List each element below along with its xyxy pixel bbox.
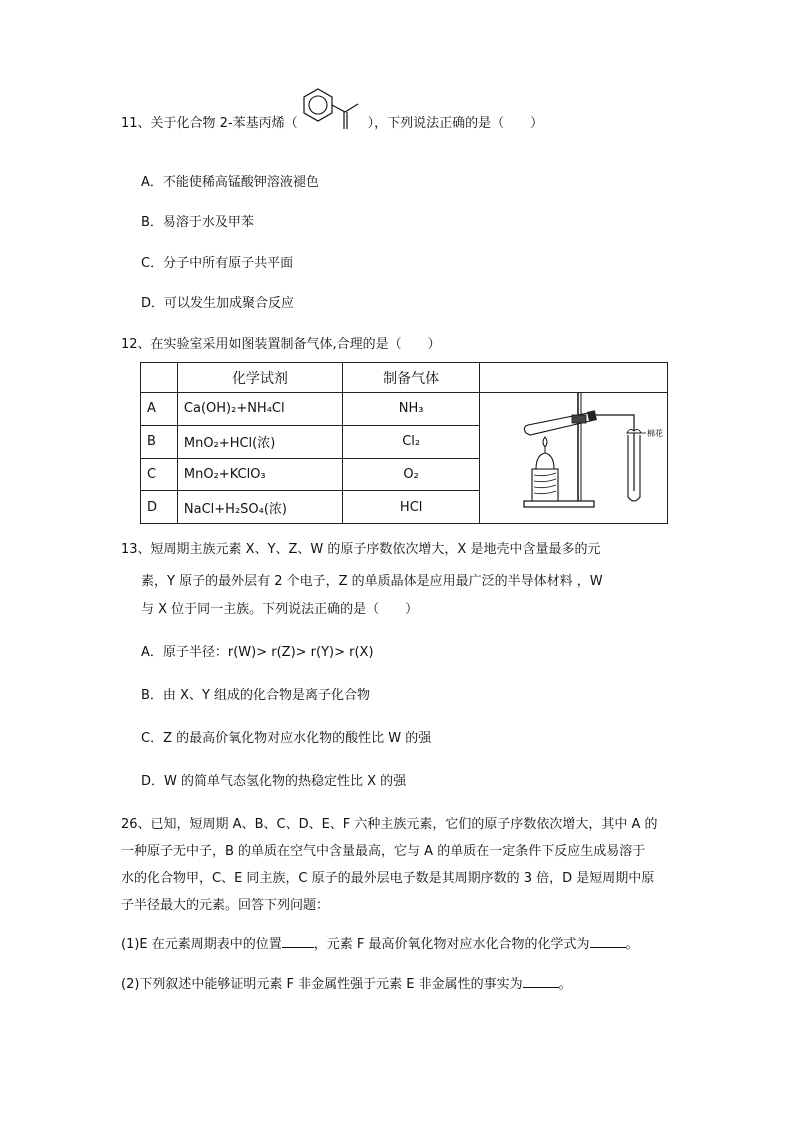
phenylpropene-structure	[298, 87, 368, 131]
q26-sub1-part-b: ，元素 F 最高价氧化物对应水化合物的化学式为	[313, 937, 590, 952]
q11-option-a: A．不能使稀高锰酸钾溶液褪色	[141, 175, 319, 190]
table-header-reagent: 化学试剂	[177, 363, 342, 393]
cotton-label: 棉花	[646, 429, 663, 438]
q26-sub2	[121, 973, 572, 992]
q13-stem-line3: 与 X 位于同一主族。下列说法正确的是（ ）	[141, 602, 419, 617]
answer-blank-fact[interactable]	[523, 975, 559, 988]
q26-sub1-part-a: (1)E 在元素周期表中的位置	[121, 937, 282, 952]
q11-stem	[121, 112, 543, 131]
q13-stem-line2: 素，Y 原子的最外层有 2 个电子，Z 的单质晶体是应用最广泛的半导体材料 ，W	[141, 574, 603, 589]
row-gas: HCl	[342, 491, 479, 524]
q11-stem-before: 11、关于化合物 2-苯基丙烯（	[121, 116, 298, 131]
q26-line1: 26、已知，短周期 A、B、C、D、E、F 六种主族元素，它们的原子序数依次增大，其中 A 的	[121, 817, 658, 832]
table-header-gas: 制备气体	[342, 363, 479, 393]
q26-line3: 水的化合物甲，C、E 同主族，C 原子的最外层电子数是其周期序数的 3 倍，D 是短周期中原	[121, 871, 655, 886]
row-gas: Cl₂	[342, 425, 479, 458]
row-reagent: Ca(OH)₂+NH₄Cl	[177, 393, 342, 426]
q11-option-b: B．易溶于水及甲苯	[141, 215, 254, 230]
row-label: B	[141, 425, 178, 458]
q26-sub2-part-b: 。	[558, 977, 572, 992]
answer-blank-formula[interactable]	[590, 935, 626, 948]
row-label: C	[141, 458, 178, 491]
row-reagent: NaCl+H₂SO₄(浓)	[177, 491, 342, 524]
q13-option-c: C．Z 的最高价氧化物对应水化物的酸性比 W 的强	[141, 731, 432, 746]
q26-sub2-part-a: (2)下列叙述中能够证明元素 F 非金属性强于元素 E 非金属性的事实为	[121, 977, 523, 992]
q26-line2: 一种原子无中子，B 的单质在空气中含量最高，它与 A 的单质在一定条件下反应生成易溶于	[121, 844, 646, 859]
table-row	[141, 393, 668, 426]
q12-stem: 12、在实验室采用如图装置制备气体,合理的是（ ）	[121, 337, 441, 352]
q13-stem-line1: 13、短周期主族元素 X、Y、Z、W 的原子序数依次增大，X 是地壳中含量最多的元	[121, 542, 601, 557]
table-header-row	[141, 363, 668, 393]
table-header-figure	[480, 363, 668, 393]
row-gas: NH₃	[342, 393, 479, 426]
row-label: A	[141, 393, 178, 426]
q11-stem-after: ），下列说法正确的是（ ）	[367, 116, 544, 131]
table-header-empty	[141, 363, 178, 393]
reagent-table	[140, 362, 668, 524]
q13-option-a: A．原子半径：r(W)> r(Z)> r(Y)> r(X)	[141, 645, 374, 660]
answer-blank-position[interactable]	[282, 935, 314, 948]
q26-line4: 子半径最大的元素。回答下列问题：	[121, 898, 330, 913]
gas-apparatus-diagram	[484, 393, 664, 523]
apparatus-figure-cell	[480, 393, 668, 524]
q11-option-c: C．分子中所有原子共平面	[141, 256, 294, 271]
row-reagent: MnO₂+KClO₃	[177, 458, 342, 491]
q11-option-d: D．可以发生加成聚合反应	[141, 296, 295, 311]
q26-sub1-part-c: 。	[625, 937, 639, 952]
q26-sub1	[121, 933, 639, 952]
q13-option-b: B．由 X、Y 组成的化合物是离子化合物	[141, 688, 371, 703]
row-label: D	[141, 491, 178, 524]
row-reagent: MnO₂+HCl(浓)	[177, 425, 342, 458]
q13-option-d: D．W 的简单气态氢化物的热稳定性比 X 的强	[141, 774, 407, 789]
row-gas: O₂	[342, 458, 479, 491]
